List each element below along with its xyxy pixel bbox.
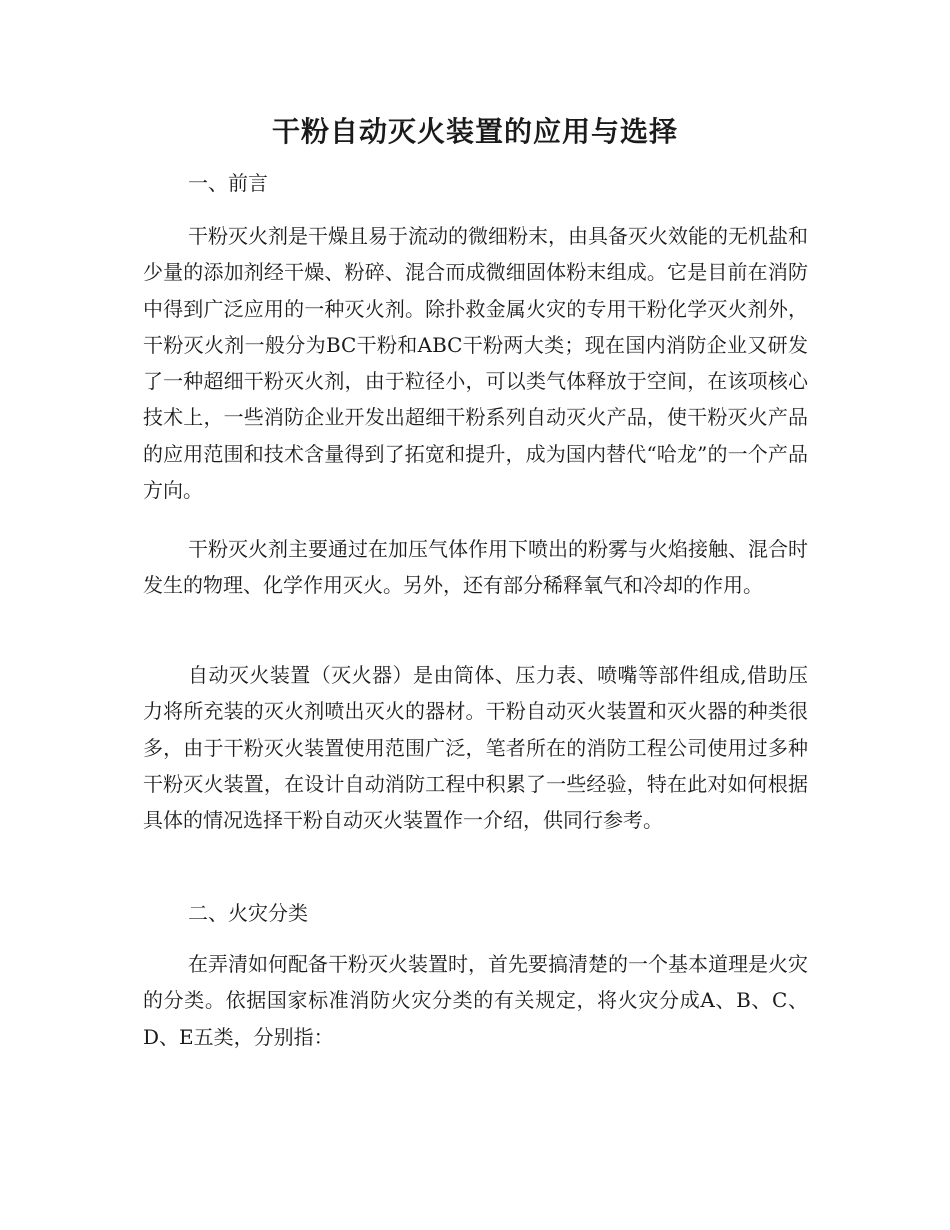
paragraph-preface-1: 干粉灭火剂是干燥且易于流动的微细粉末，由具备灭火效能的无机盐和少量的添加剂经干燥、粉碎、混合而成微细固体粉末组成。它是目前在消防中得到广泛应用的一种灭火剂。除扑救金属火灾的专用干粉化学灭火剂外，干粉灭火剂一般分为BC干粉和ABC干粉两大类；现在国内消防企业又研发了一种超细干粉灭火剂，由于粒径小，可以类气体释放于空间，在该项核心技术上，一些消防企业开发出超细干粉系列自动灭火产品，使干粉灭火产品的应用范围和技术含量得到了拓宽和提升，成为国内替代“哈龙”的一个产品方向。 [143, 224, 808, 503]
section-heading-fire-classification: 二、火灾分类 [188, 901, 308, 925]
paragraph-preface-3: 自动灭火装置（灭火器）是由筒体、压力表、喷嘴等部件组成,借助压力将所充装的灭火剂喷出灭火的器材。干粉自动灭火装置和灭火器的种类很多，由于干粉灭火装置使用范围广泛，笔者所在的消防工程公司使用过多种干粉灭火装置，在设计自动消防工程中积累了一些经验，特在此对如何根据具体的情况选择干粉自动灭火装置作一介绍，供同行参考。 [143, 663, 808, 833]
paragraph-fire-classification-1: 在弄清如何配备干粉灭火装置时，首先要搞清楚的一个基本道理是火灾的分类。依据国家标准消防火灾分类的有关规定，将火灾分成A、B、C、D、E五类，分别指： [143, 952, 808, 1049]
section-heading-preface: 一、前言 [188, 171, 268, 195]
document-title: 干粉自动灭火装置的应用与选择 [271, 115, 678, 148]
paragraph-preface-2: 干粉灭火剂主要通过在加压气体作用下喷出的粉雾与火焰接触、混合时发生的物理、化学作用灭火。另外，还有部分稀释氧气和冷却的作用。 [143, 537, 808, 598]
